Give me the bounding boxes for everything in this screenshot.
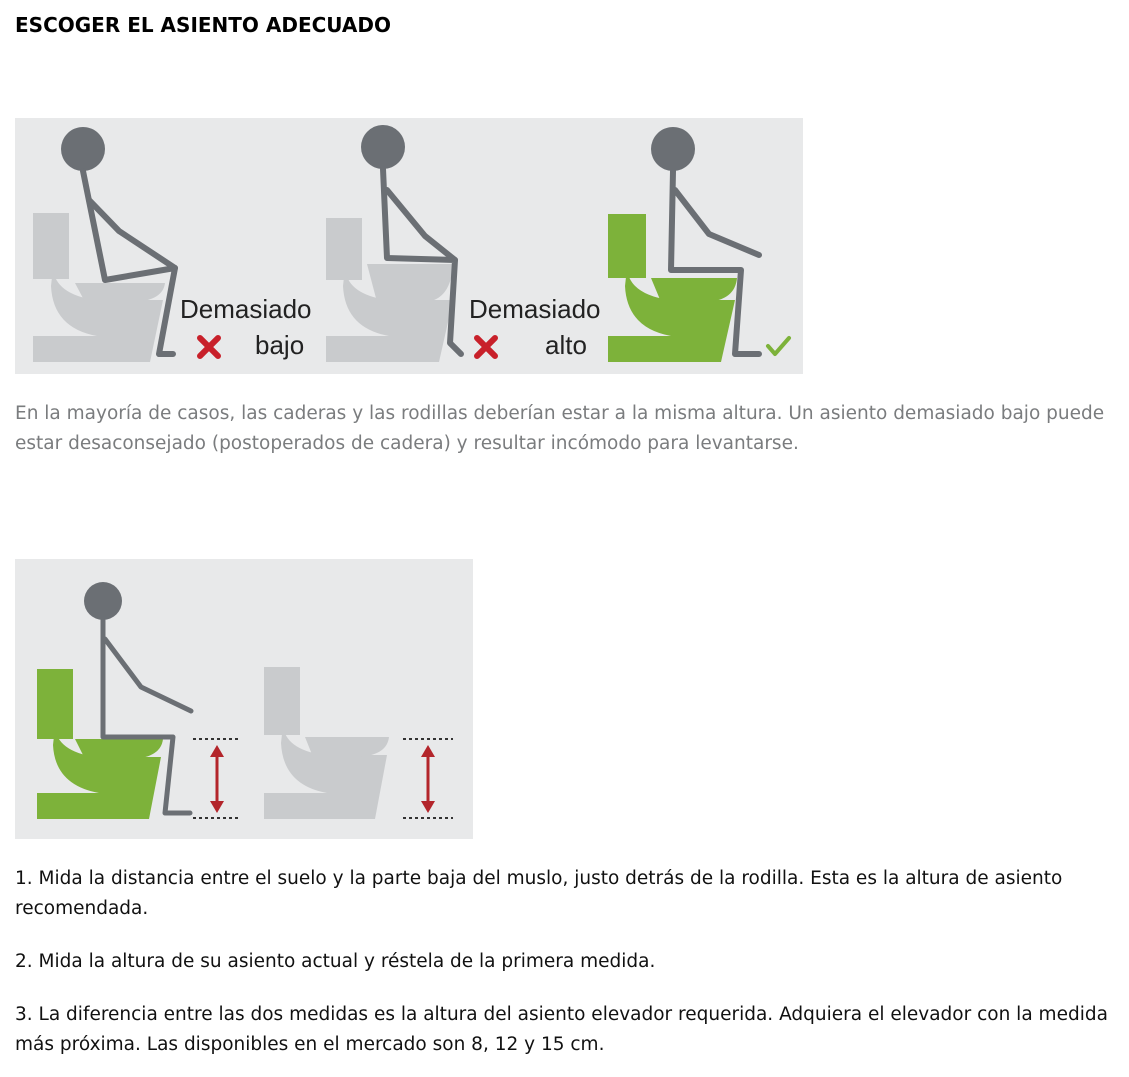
step-2: 2. Mida la altura de su asiento actual y réstela de la primera medida. xyxy=(15,951,656,972)
step-1: 1. Mida la distancia entre el suelo y la parte baja del muslo, justo detrás de la rodilla. Esta es la altura de asiento recomendada. xyxy=(15,868,1063,919)
panel-label-line2: bajo xyxy=(255,330,305,360)
seat-height-note: En la mayoría de casos, las caderas y las rodillas deberían estar a la misma altura. Un asiento demasiado bajo puede estar desaconsejado (postoperados de cadera) y resultar incómodo para levantarse. xyxy=(15,403,1105,454)
seat-height-illustration xyxy=(15,118,803,374)
page-title: ESCOGER EL ASIENTO ADECUADO xyxy=(15,13,392,37)
measurement-illustration xyxy=(15,559,473,839)
panel-label-line1: Demasiado xyxy=(469,294,601,324)
step-3: 3. La diferencia entre las dos medidas es la altura del asiento elevador requerida. Adquiera el elevador con la medida más próxima. Las disponibles en el mercado son 8, 12 y 15 cm. xyxy=(15,1004,1108,1055)
panel-label-line1: Demasiado xyxy=(180,294,312,324)
panel-label-line2: alto xyxy=(545,330,587,360)
